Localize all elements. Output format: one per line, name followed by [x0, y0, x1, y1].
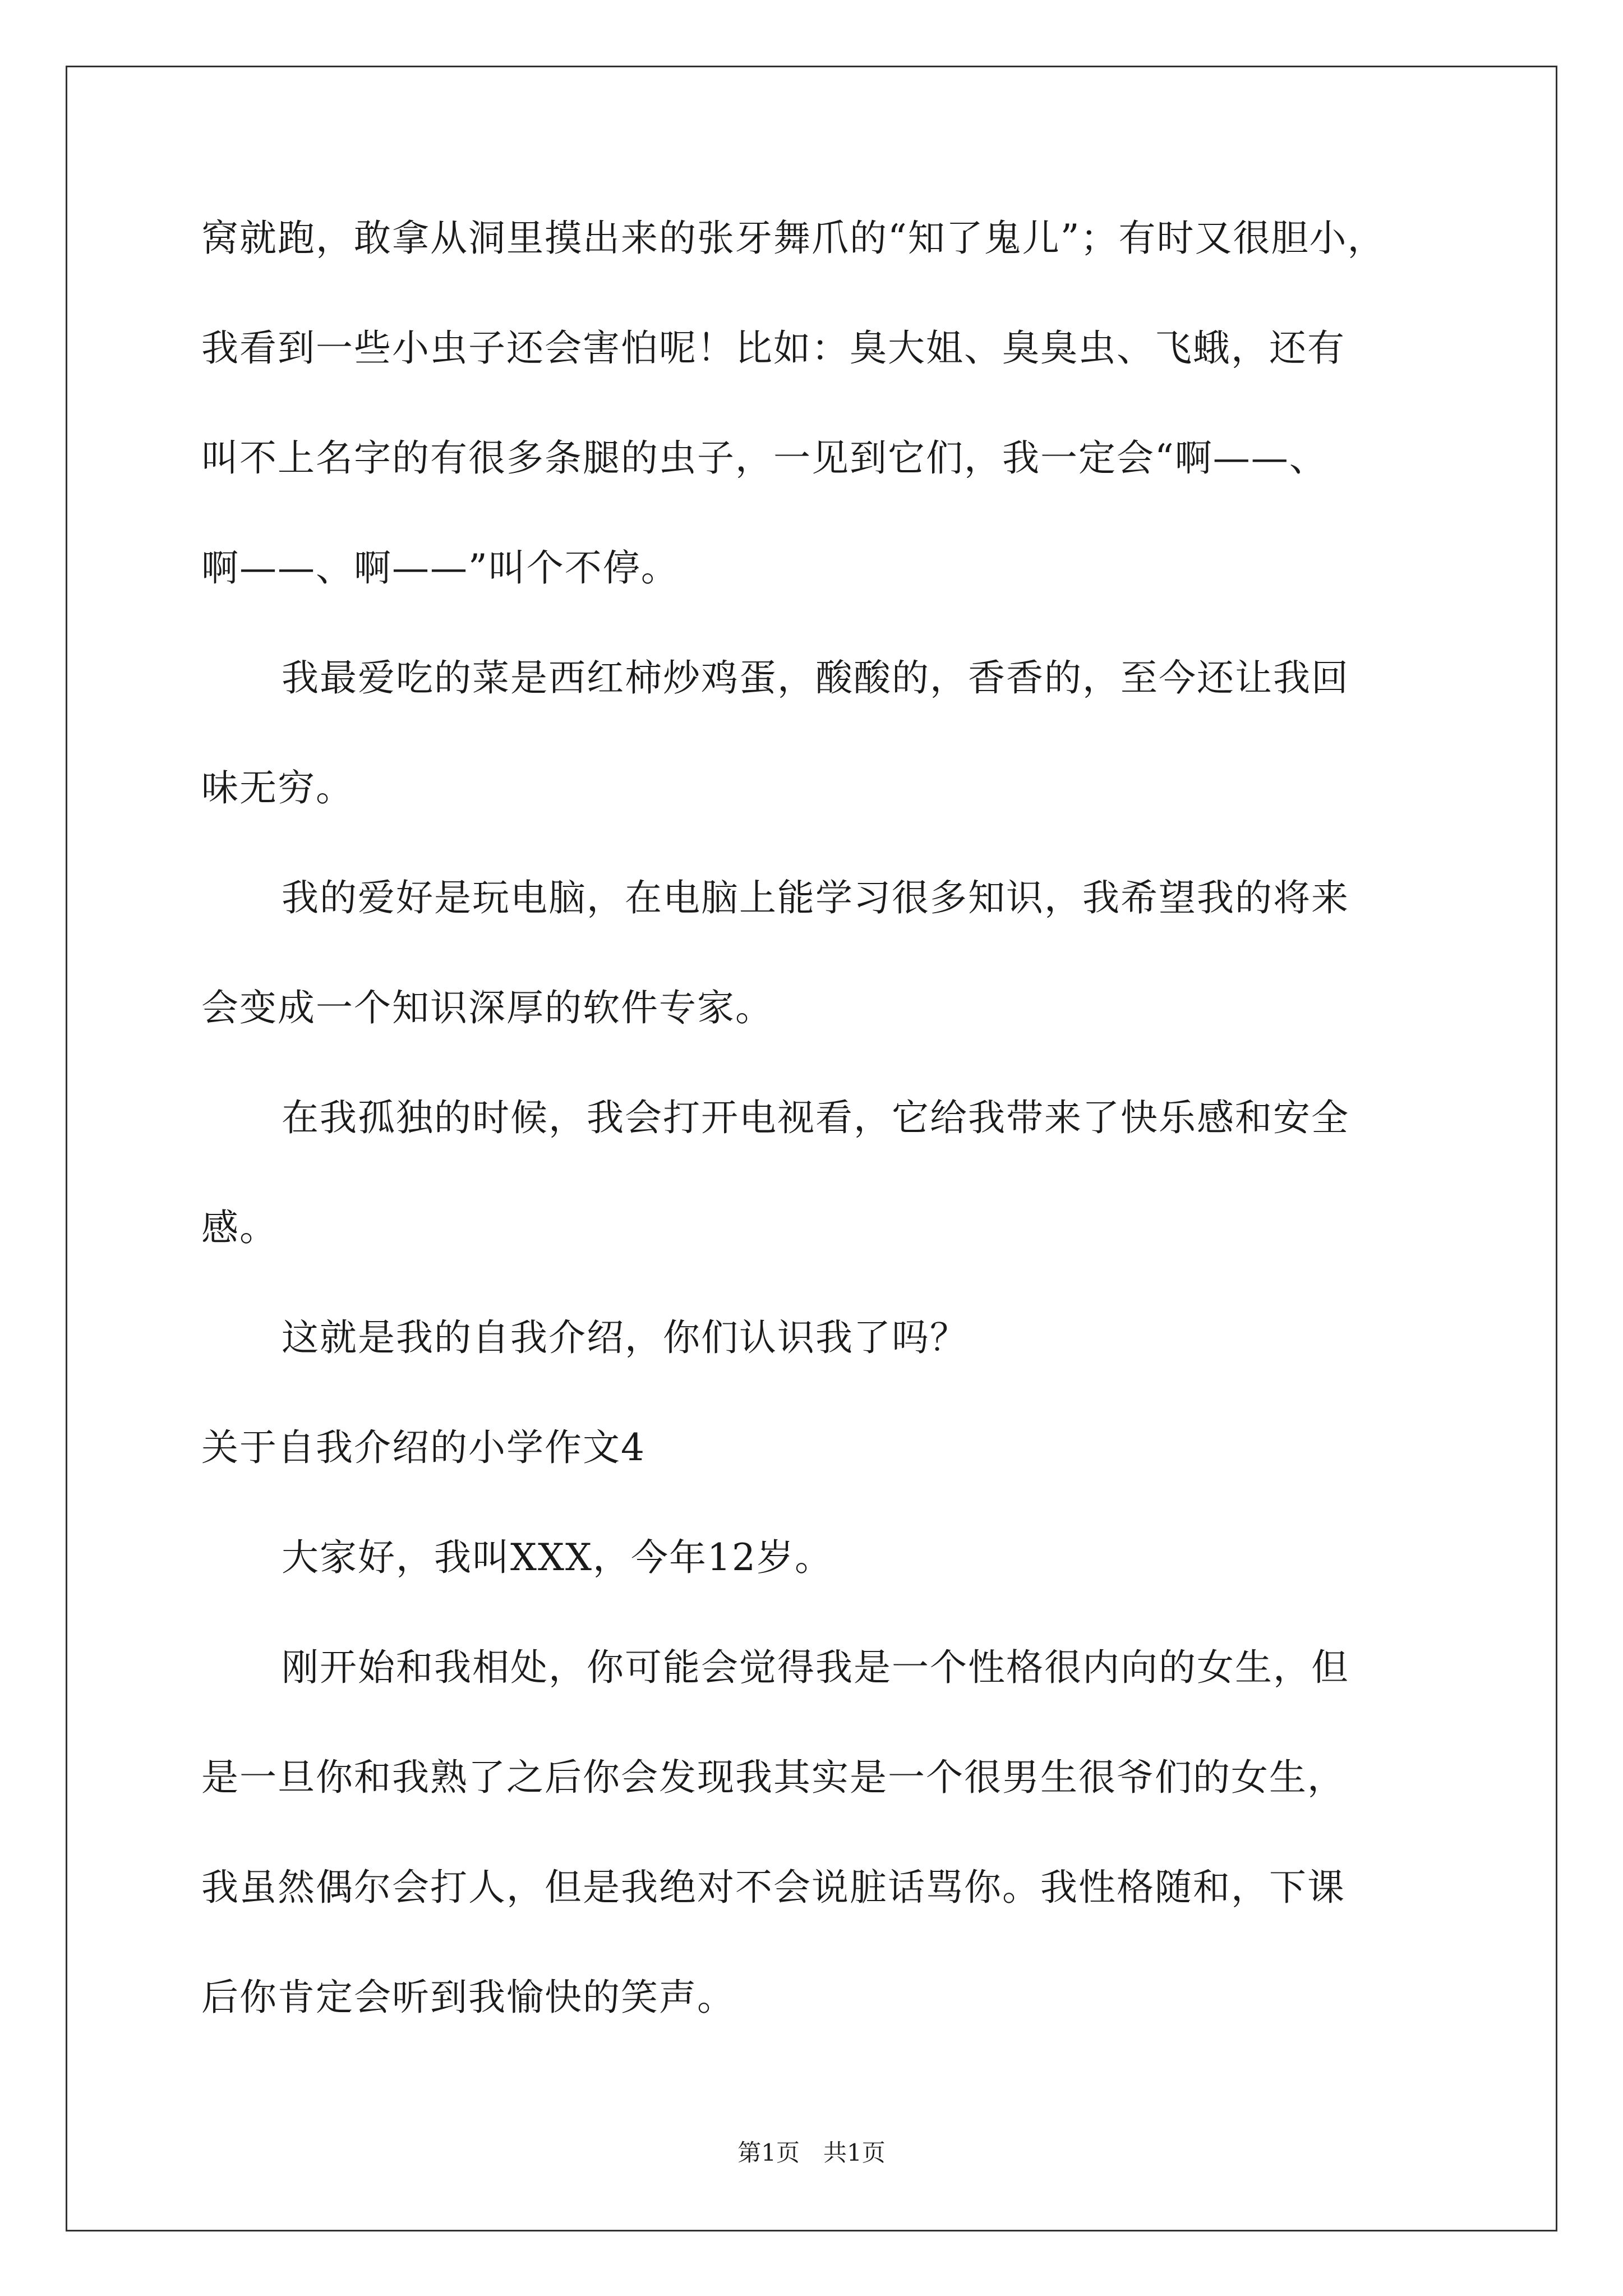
- body-line-16: 我虽然偶尔会打人，但是我绝对不会说脏话骂你。我性格随和，下课: [201, 1866, 1345, 1909]
- body-line-1: 窝就跑，敢拿从洞里摸出来的张牙舞爪的“知了鬼儿”；有时又很胆小，: [201, 217, 1386, 260]
- body-line-10: 感。: [201, 1206, 278, 1249]
- section-heading: 关于自我介绍的小学作文4: [201, 1426, 645, 1469]
- body-line-9: 在我孤独的时候，我会打开电视看，它给我带来了快乐感和安全: [282, 1096, 1349, 1139]
- body-line-14: 刚开始和我相处，你可能会觉得我是一个性格很内向的女生，但: [282, 1646, 1349, 1689]
- body-line-7: 我的爱好是玩电脑，在电脑上能学习很多知识，我希望我的将来: [282, 876, 1349, 919]
- body-line-13: 大家好，我叫XXX，今年12岁。: [282, 1536, 833, 1579]
- body-line-17: 后你肯定会听到我愉快的笑声。: [201, 1976, 735, 2019]
- body-line-15: 是一旦你和我熟了之后你会发现我其实是一个很男生很爷们的女生，: [201, 1756, 1345, 1799]
- body-line-3: 叫不上名字的有很多条腿的虫子，一见到它们，我一定会“啊——、: [201, 436, 1327, 480]
- page-footer: 第1页 共1页: [737, 2139, 886, 2166]
- body-line-4: 啊——、啊——”叫个不停。: [201, 546, 679, 590]
- body-line-2: 我看到一些小虫子还会害怕呢！比如：臭大姐、臭臭虫、飞蛾，还有: [201, 326, 1345, 370]
- body-line-6: 味无穷。: [201, 766, 354, 809]
- body-line-8: 会变成一个知识深厚的软件专家。: [201, 986, 773, 1029]
- body-line-5: 我最爱吃的菜是西红柿炒鸡蛋，酸酸的，香香的，至今还让我回: [282, 656, 1349, 700]
- body-line-11: 这就是我的自我介绍，你们认识我了吗？: [282, 1316, 968, 1359]
